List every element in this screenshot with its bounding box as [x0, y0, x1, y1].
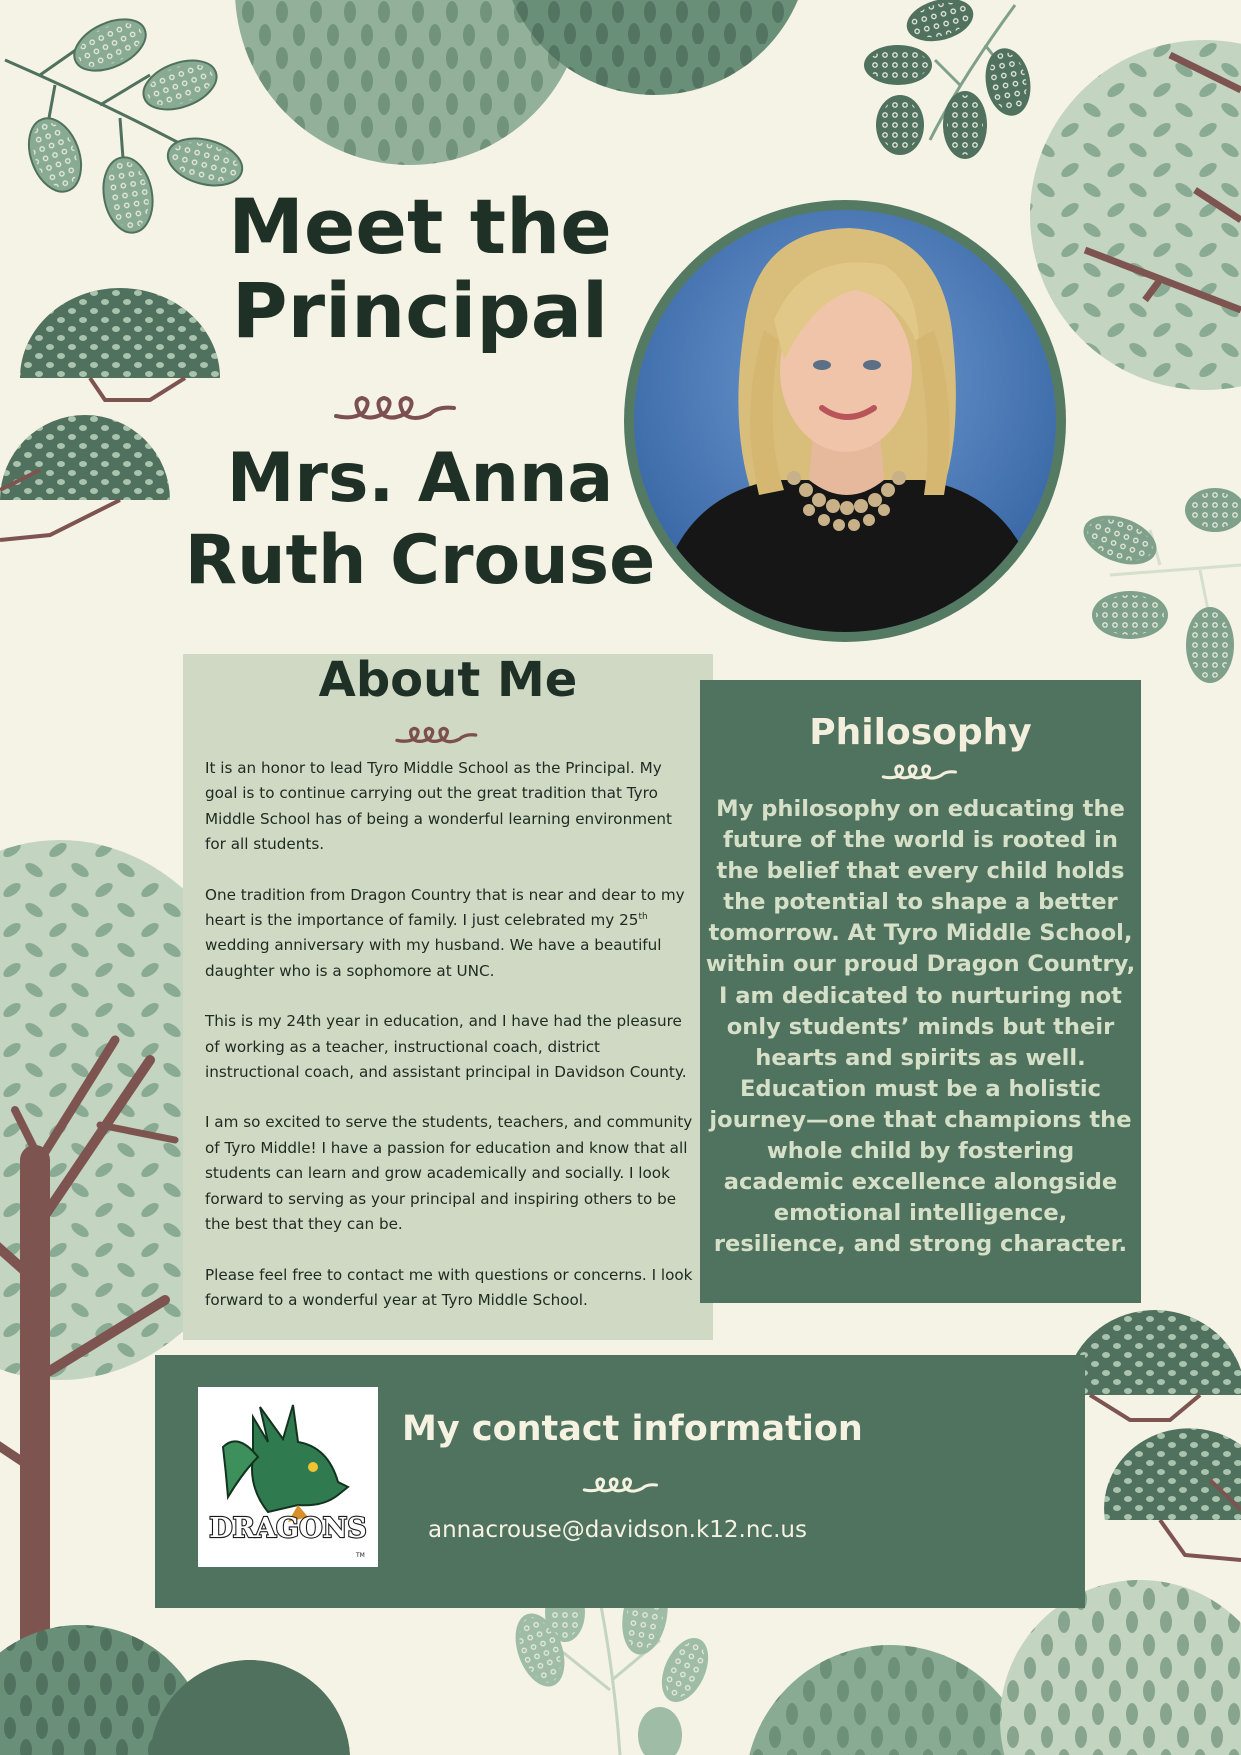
- principal-portrait: [634, 210, 1056, 632]
- title-line-1: Meet the: [228, 182, 612, 271]
- contact-heading: My contact information: [402, 1409, 863, 1449]
- about-body: [205, 756, 695, 1338]
- page-title: [180, 182, 660, 355]
- principal-name: [160, 438, 680, 602]
- dragons-logo-text: DRAGONS: [209, 1513, 367, 1544]
- name-line-1: Mrs. Anna: [226, 439, 614, 518]
- title-line-2: Principal: [231, 266, 609, 355]
- dragons-logo: [198, 1387, 378, 1567]
- swirl-divider-icon: [334, 390, 458, 426]
- dragons-logo-tm: TM: [356, 1552, 365, 1559]
- swirl-divider-icon: [580, 1474, 662, 1496]
- philosophy-heading: Philosophy: [809, 712, 1032, 753]
- swirl-divider-icon: [880, 761, 960, 783]
- about-paragraph-3: This is my 24th year in education, and I have had the pleasure of working as a teacher, instructional coach, district instructional coach, and assistant principal in Davidson County.: [205, 1012, 687, 1082]
- philosophy-body: My philosophy on educating the future of the world is rooted in the belief that every child holds the potential to shape a better tomorrow. At Tyro Middle School, within our proud Dragon Country, I am dedicated to nurturing not only students’ minds but their hearts and spirits as well. Education must be a holistic journey—one that champions the whole child by fostering academic excellence alongside emotional intelligence, resilience, and strong character.: [705, 796, 1136, 1258]
- about-paragraph-4: I am so excited to serve the students, teachers, and community of Tyro Middle! I have a passion for education and know that all students can learn and grow academically and socially. I look forward to serving as your principal and inspiring others to be the best that they can be.: [205, 1113, 693, 1234]
- about-paragraph-1: It is an honor to lead Tyro Middle School as the Principal. My goal is to continue carrying out the great tradition that Tyro Middle School has of being a wonderful learning environment for all students.: [205, 759, 672, 854]
- name-line-2: Ruth Crouse: [184, 521, 656, 600]
- about-paragraph-5: Please feel free to contact me with questions or concerns. I look forward to a wonderful year at Tyro Middle School.: [205, 1265, 693, 1309]
- swirl-divider-icon: [392, 723, 482, 747]
- about-paragraph-2: One tradition from Dragon Country that is near and dear to my heart is the importance of family. I just celebrated my 25th wedding anniversary with my husband. We have a beautiful daughter who is a sophomore at UNC.: [205, 885, 685, 980]
- contact-email[interactable]: annacrouse@davidson.k12.nc.us: [428, 1517, 807, 1543]
- about-heading: About Me: [318, 652, 578, 708]
